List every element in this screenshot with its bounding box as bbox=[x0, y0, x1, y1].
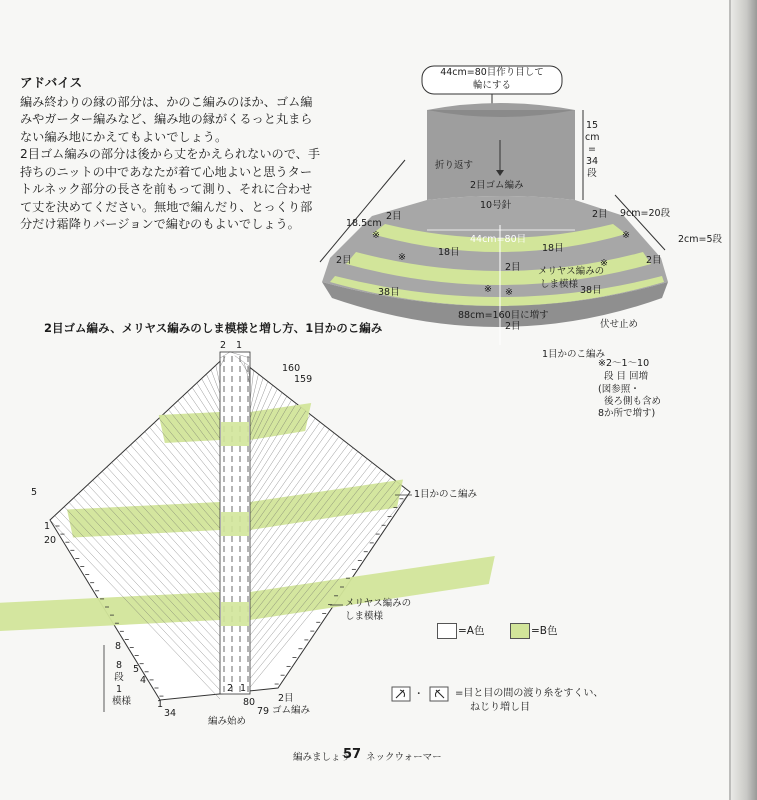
footer-right: ネックウォーマー bbox=[366, 752, 442, 763]
advice-paragraph-2: 2目ゴム編みの部分は後から丈をかえられないので、手持ちのニットの中であなたが着て心地よいと思うタートルネック部分の長さを前もって測り、それに合わせて丈を決めてください。無地で編んだり、とっくり部分だけ霜降りバージョンで編むのもよいでしょう。 bbox=[20, 147, 321, 231]
legend-inc-text1: =目と目の間の渡り糸をすくい、 bbox=[455, 688, 604, 699]
chart-159: 159 bbox=[294, 374, 313, 385]
chart-stripe-line1: メリヤス編みの bbox=[345, 598, 412, 609]
repeat-dan: 段 bbox=[114, 672, 124, 683]
repeat-8: 8 bbox=[115, 660, 123, 671]
chart-rib-line2: ゴム編み bbox=[272, 705, 311, 716]
chart-bot-2: 2 bbox=[227, 683, 234, 694]
seed-border-label: 1目かのこ編み bbox=[542, 349, 606, 360]
bind-off-label: 伏せ止め bbox=[600, 319, 639, 330]
chart-top-2: 2 bbox=[220, 340, 227, 351]
star-mark-3: ※ bbox=[398, 252, 406, 263]
star-mark-5: ※ bbox=[484, 284, 492, 295]
increase-left-symbol-box bbox=[392, 687, 410, 701]
height-eq: = bbox=[588, 144, 596, 155]
inc-note-line1: ※2～1～10 bbox=[598, 358, 650, 369]
chart-160: 160 bbox=[282, 363, 301, 374]
two-stitch-right-top: 2目 bbox=[592, 209, 608, 220]
inc-note-line5: 8か所で増す) bbox=[598, 408, 656, 419]
chart-stripe-line2: しま模様 bbox=[345, 611, 384, 622]
repeat-1: 1 bbox=[115, 684, 123, 695]
needle-label: 10号針 bbox=[480, 200, 512, 211]
chart-top-1: 1 bbox=[236, 340, 243, 351]
two-stitch-left-top: 2目 bbox=[386, 211, 402, 222]
two-stitch-bottom: 2目 bbox=[505, 321, 521, 332]
chart-start-label: 編み始め bbox=[208, 716, 247, 727]
height-rows: 段 bbox=[587, 168, 597, 179]
height-34: 34 bbox=[585, 156, 599, 167]
left-38-label: 38目 bbox=[378, 287, 400, 298]
chart-left-1b: 1 bbox=[157, 699, 164, 710]
star-mark-6: ※ bbox=[505, 287, 513, 298]
chart-left-20: 20 bbox=[44, 535, 57, 546]
page-number: 57 bbox=[343, 747, 362, 762]
advice-heading: アドバイス bbox=[20, 75, 83, 90]
repeat-moyo: 模様 bbox=[112, 696, 132, 707]
footer-left: 編みましょう bbox=[293, 752, 351, 763]
chart-rib-line1: 2目 bbox=[278, 693, 294, 704]
right-18-label: 18目 bbox=[542, 243, 564, 254]
legend-b-label: =B色 bbox=[531, 625, 558, 637]
star-mark-4: ※ bbox=[600, 258, 608, 269]
inc-note-line3: (図参照・ bbox=[598, 384, 640, 395]
rib-label: 2目ゴム編み bbox=[470, 180, 524, 191]
advice-paragraph-1: 編み終わりの縁の部分は、かのこ編みのほか、ゴム編みやガーター編みなど、編み地の縁がくるっと丸まらない編み地にかえてもよいでしょう。 bbox=[20, 94, 313, 144]
chart-bot-1: 1 bbox=[240, 683, 247, 694]
height-cm: cm bbox=[585, 132, 600, 143]
inc-note-line2: 段 目 回増 bbox=[604, 371, 649, 382]
two-stitch-right-edge: 2目 bbox=[646, 255, 662, 266]
chart-seed-label: 1目かのこ編み bbox=[414, 489, 478, 500]
star-mark-1: ※ bbox=[372, 230, 380, 241]
height-15: 15 bbox=[585, 120, 599, 131]
star-mark-2: ※ bbox=[622, 230, 630, 241]
cast-on-note-line2: 輪にする bbox=[472, 80, 511, 91]
left-18-5-label: 18.5cm bbox=[346, 218, 382, 229]
cast-on-note-line1: 44cm=80目作り目して bbox=[440, 67, 544, 78]
legend-inc-dot: ・ bbox=[414, 689, 424, 700]
increase-right-symbol-box bbox=[430, 687, 448, 701]
stockinette-line1: メリヤス編みの bbox=[538, 266, 605, 277]
two-stitch-left-edge: 2目 bbox=[336, 255, 352, 266]
chart-left-8: 8 bbox=[115, 641, 122, 652]
stockinette-line2: しま模様 bbox=[540, 279, 579, 290]
right-2cm-label: 2cm=5段 bbox=[678, 234, 723, 245]
chart-left-5: 5 bbox=[31, 487, 38, 498]
chart-left-5b: 5 bbox=[133, 664, 140, 675]
chart-left-4: 4 bbox=[140, 675, 147, 686]
left-18-label: 18目 bbox=[438, 247, 460, 258]
chart-left-34: 34 bbox=[164, 708, 177, 719]
two-stitch-center: 2目 bbox=[505, 262, 521, 273]
legend-inc-text2: ねじり増し目 bbox=[470, 702, 530, 713]
width-44-label: 44cm=80目 bbox=[470, 234, 527, 245]
inc-note-line4: 後ろ側も含め bbox=[604, 396, 662, 407]
bottom-88-label: 88cm=160目に増す bbox=[458, 310, 549, 321]
chart-left-1: 1 bbox=[44, 521, 51, 532]
chart-title: 2目ゴム編み、メリヤス編みのしま模様と増し方、1目かのこ編み bbox=[44, 321, 383, 335]
legend-a-label: =A色 bbox=[458, 625, 485, 637]
right-38-label: 38目 bbox=[580, 285, 602, 296]
chart-bot-79: 79 bbox=[257, 706, 270, 717]
right-9-label: 9cm=20段 bbox=[620, 208, 671, 219]
fold-back-label: 折り返す bbox=[435, 160, 474, 171]
chart-bot-80: 80 bbox=[243, 697, 256, 708]
